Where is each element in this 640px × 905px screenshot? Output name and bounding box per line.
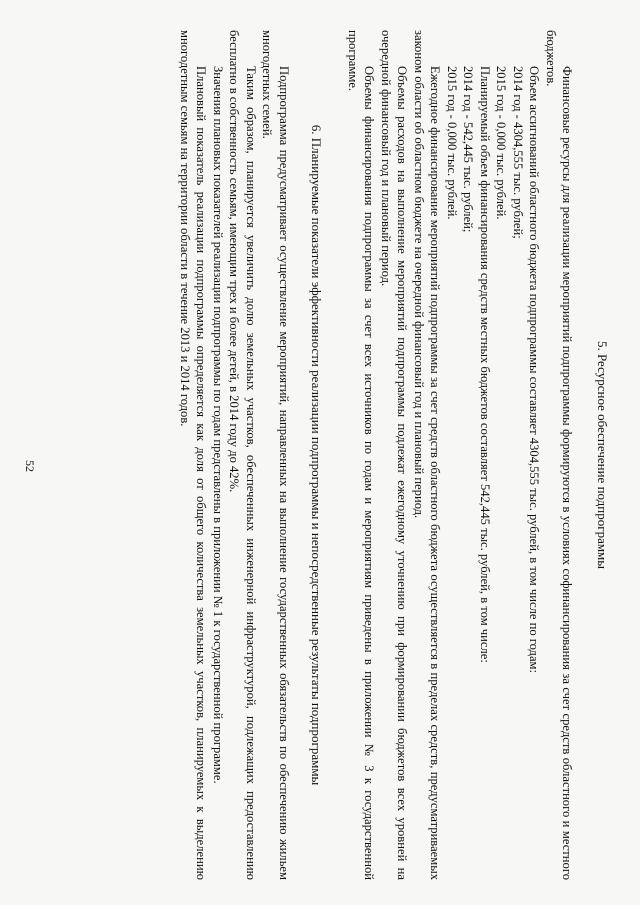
paragraph: Объем ассигнований областного бюджета подпрограммы составляет 4304,555 тыс. рублей, в том числе по годам: xyxy=(527,66,542,674)
paragraph: 2015 год - 0,000 тыс. рублей. xyxy=(445,66,459,220)
paragraph: Финансовые ресурсы для реализации мероприятий подпрограммы формируются в условиях софинансирования за счет средств областного и местного бюджетов. xyxy=(544,30,575,880)
section-6-heading: 6. Планируемые показатели эффективности реализации подпрограммы и непосредственные результаты подпрограммы xyxy=(309,124,325,786)
page-number: 52 xyxy=(23,460,37,472)
paragraph: Планируемый объем финансирования средств местных бюджетов составляет 542,445 тыс. рублей, в том числе: xyxy=(478,66,492,663)
section-5-heading: 5. Ресурсное обеспечение подпрограммы xyxy=(595,340,610,570)
paragraph: Объемы расходов на выполнение мероприятий подпрограммы подлежат ежегодному уточнению при формировании бюджетов всех уровней на очередной финансовый год и плановый период. xyxy=(379,30,410,880)
paragraph: Значения плановых показателей реализации подпрограммы по годам представлены в приложении № 1 к государственной программе. xyxy=(211,66,225,784)
paragraph: Ежегодное финансирование мероприятий подпрограммы за счет средств областного бюджета осуществляется в пределах средств, предусматриваемых законом области об областном бюджете на очередной финансовый год и плановый период. xyxy=(412,30,443,880)
paragraph: 2014 год - 542,445 тыс. рублей; xyxy=(461,66,476,233)
paragraph: Объемы финансирования подпрограммы за счет всех источников по годам и мероприятиям приведены в приложении № 3 к государственной программе. xyxy=(346,30,377,880)
paragraph: 2015 год - 0,000 тыс. рублей. xyxy=(494,66,509,220)
paragraph: Плановый показатель реализации подпрограммы определяется как доля от общего количества земельных участков, планируемых к выделению многодетным семьям на территории области в течение 2013 и 2014 годов. xyxy=(178,30,209,880)
paragraph: Подпрограмма предусматривает осуществление мероприятий, направленных на выполнение государственных обязательств по обеспечению жильем многодетных семей. xyxy=(260,30,291,880)
paragraph: 2014 год - 4304,555 тыс. рублей; xyxy=(511,66,525,239)
paragraph: Таким образом, планируется увеличить долю земельных участков, обеспеченных инженерной инфраструктурой, подлежащих предоставлению бесплатно в собственность семьям, имеющим трех и более детей, в 2014 году до 42%. xyxy=(227,30,258,880)
rotated-document-body xyxy=(50,30,610,880)
